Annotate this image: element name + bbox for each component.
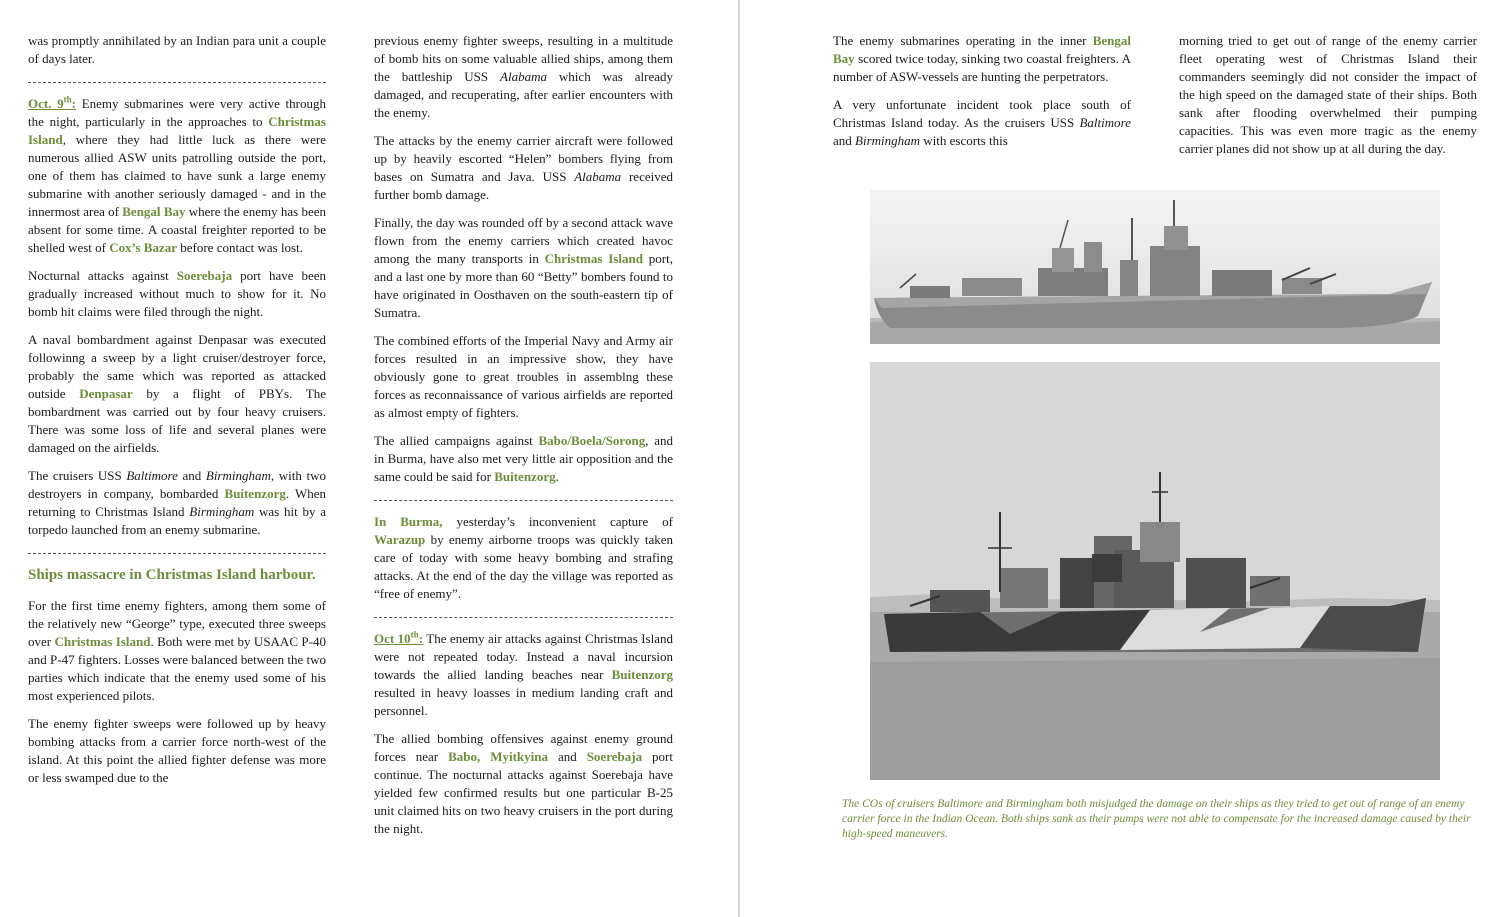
section-divider (28, 553, 326, 554)
paragraph-campaigns: The allied campaigns against Babo/Boela/Sorong, and in Burma, have also met very little air opposition and the same could be said for Buitenzorg. (374, 433, 673, 484)
right-column-2 (1179, 32, 1477, 158)
right-page (740, 0, 1493, 917)
paragraph-cruisers: The cruisers USS Baltimore and Birmingham, with two destroyers in company, bombarded Buitenzorg. When returning to Christmas Island Birmingham was hit by a torpedo launched from an enemy submarine. (28, 468, 326, 537)
cruiser-baltimore-photo (870, 190, 1440, 344)
paragraph-oct9: Oct. 9th: Enemy submarines were very active through the night, particularly in the approaches to Christmas Island, where they had little luck as there were numerous allied ASW units patrolling outside the port, one of them has claimed to have sunk a large enemy submarine with another seriously damaged - and in the innermost area of Bengal Bay where the enemy has been absent for some time. A coastal freighter reported to be shelled west of Cox’s Bazar before contact was lost. (28, 94, 326, 255)
paragraph-intro: was promptly annihilated by an Indian para unit a couple of days later. (28, 33, 326, 66)
paragraph-oct10: Oct 10th: The enemy air attacks against Christmas Island were not repeated today. Instead a naval incursion towards the allied landing beaches near Buitenzorg resulted in heavy loasses in medium landing craft and personnel. (374, 629, 673, 718)
paragraph-combined: The combined efforts of the Imperial Navy and Army air forces resulted in an impressive show, they have obviously gone to great troubles in assemblng these forces as reconnaissance of various airfields are reported as almost empty of fighters. (374, 333, 673, 420)
left-column-1 (28, 32, 326, 787)
paragraph-bombing: The enemy fighter sweeps were followed up by heavy bombing attacks from a carrier force north-west of the island. At this point the allied fighter defense was more or less swamped due to the (28, 716, 326, 785)
paragraph-incident: A very unfortunate incident took place south of Christmas Island today. As the cruisers USS Baltimore and Birmingham with escorts this (833, 97, 1131, 148)
paragraph-alabama: previous enemy fighter sweeps, resulting in a multitude of bomb hits on some valuable allied ships, among them the battleship USS Alabama which was already damaged, and recuperating, after earlier encounters with the enemy. (374, 33, 673, 120)
left-page (0, 0, 738, 917)
right-column-1 (833, 32, 1131, 150)
date-heading-oct10: Oct 10th: (374, 629, 424, 646)
paragraph-denpasar: A naval bombardment against Denpasar was executed followinng a sweep by a light cruiser/destroyer force, probably the same which was reported as attacked outside Denpasar by a flight of PBYs. The bombardment was carried out by four heavy cruisers. There was some loss of life and several planes were damaged on the airfields. (28, 332, 326, 455)
paragraph-burma: In Burma, yesterday’s inconvenient capture of Warazup by enemy airborne troops was quickly taken care of today with some heavy bombing and strafing attacks. At the end of the day the village was reported as “free of enemy”. (374, 514, 673, 601)
paragraph-soerebaja: Nocturnal attacks against Soerebaja port have been gradually increased without much to show for it. No bomb hit claims were filed through the night. (28, 268, 326, 319)
left-column-2 (374, 32, 673, 838)
paragraph-fighters: For the first time enemy fighters, among them some of the relatively new “George” type, executed three sweeps over Christmas Island. Both were met by USAAC P-40 and P-47 fighters. Losses were balanced between the two parties which indicate that the enemy used some of his most experienced pilots. (28, 598, 326, 703)
section-divider (374, 500, 673, 501)
paragraph-helen: The attacks by the enemy carrier aircraft were followed up by heavily escorted “Helen” bombers flying from bases on Sumatra and Java. USS Alabama received further bomb damage. (374, 133, 673, 202)
section-divider (374, 617, 673, 618)
section-heading: Ships massacre in Christmas Island harbour. (28, 567, 316, 583)
photo-caption: The COs of cruisers Baltimore and Birmingham both misjudged the damage on their ships as they tried to get out of range of an enemy carrier force in the Indian Ocean. Both ships sank as their pumps were not able to compensate for the increased damage caused by their high-speed maneuvers. (842, 798, 1471, 840)
paragraph-submarines: The enemy submarines operating in the inner Bengal Bay scored twice today, sinking two coastal freighters. A number of ASW-vessels are hunting the perpetrators. (833, 33, 1131, 84)
section-divider (28, 82, 326, 83)
date-heading-oct9: Oct. 9th: (28, 94, 77, 111)
paragraph-second-wave: Finally, the day was rounded off by a second attack wave flown from the enemy carriers which created havoc among the many transports in Christmas Island port, and a last one by more than 60 “Betty” bombers found to have originated in Oosthaven on the south-eastern tip of Sumatra. (374, 215, 673, 320)
paragraph-sinking: morning tried to get out of range of the enemy carrier fleet operating west of Christmas Island their commanders seemingly did not consider the impact of the high speed on the damaged state of their ships. Both sank after flooding overwhelmed their pumping capacities. This was even more tragic as the enemy carrier planes did not show up at all during the day. (1179, 33, 1477, 156)
paragraph-offensives: The allied bombing offensives against enemy ground forces near Babo, Myitkyina and Soerebaja port continue. The nocturnal attacks against Soerebaja have yielded few confirmed results but one particular B-25 unit claimed hits on two heavy cruisers in the port during the night. (374, 731, 673, 836)
cruiser-birmingham-photo (870, 362, 1440, 780)
